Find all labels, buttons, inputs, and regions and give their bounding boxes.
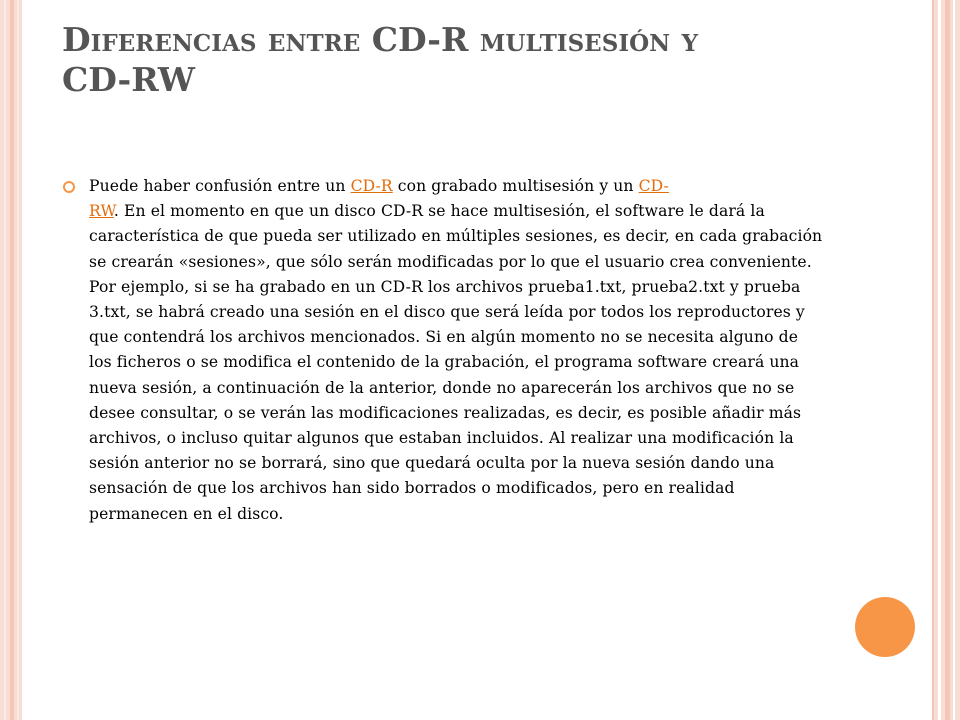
title-cdrw: CD-RW [62,60,195,99]
right-decor-line [938,0,941,720]
right-decor-line [945,0,950,720]
bullet-icon [63,181,75,193]
body-text-2: con grabado multisesión y un [392,177,639,195]
link-cd-r[interactable]: CD-R [350,177,393,195]
title-initial: D [62,20,91,59]
orange-circle-decoration [855,597,915,657]
title-word-diferencias-entre: iferencias entre [90,20,361,59]
body-text-1: Puede haber confusión entre un [89,177,351,195]
body-paragraph [89,174,824,527]
right-decor-line [932,0,934,720]
body-text-3: . En el momento en que un disco CD-R se hace multisesión, el software le dará la característica de que pueda ser utilizado en múltiples sesiones, es decir, en cada grabación se crearán «sesiones», que sólo serán modificadas por lo que el usuario crea conveniente. Por ejemplo, si se ha grabado en un CD-R los archivos prueba1.txt, prueba2.txt y prueba 3.txt, se habrá creado una sesión en el disco que será leída por todos los reproductores y que contendrá los archivos mencionados. Si en algún momento no se necesita alguno de los ficheros o se modifica el contenido de la grabación, el programa software creará una nueva sesión, a continuación de la anterior, donde no aparecerán los archivos que no se desee consultar, o se verán las modificaciones realizadas, es decir, es posible añadir más archivos, o incluso quitar algunos que estaban incluidos. Al realizar una modificación la sesión anterior no se borrará, sino que quedará oculta por la nueva sesión dando una sensación de que los archivos han sido borrados o modificados, pero en realidad permanecen en el disco. [89,202,823,523]
slide-title [62,20,882,100]
left-decor-line [17,0,19,720]
right-decor-line [953,0,955,720]
link-cd-rw-part2[interactable]: RW [89,202,114,221]
title-multisesion-y: multisesión y [479,20,699,59]
left-decor-line [10,0,14,720]
title-cdr: CD-R [371,20,469,59]
link-cd-rw-part1[interactable]: CD- [638,177,669,195]
left-decor-line [4,0,6,720]
